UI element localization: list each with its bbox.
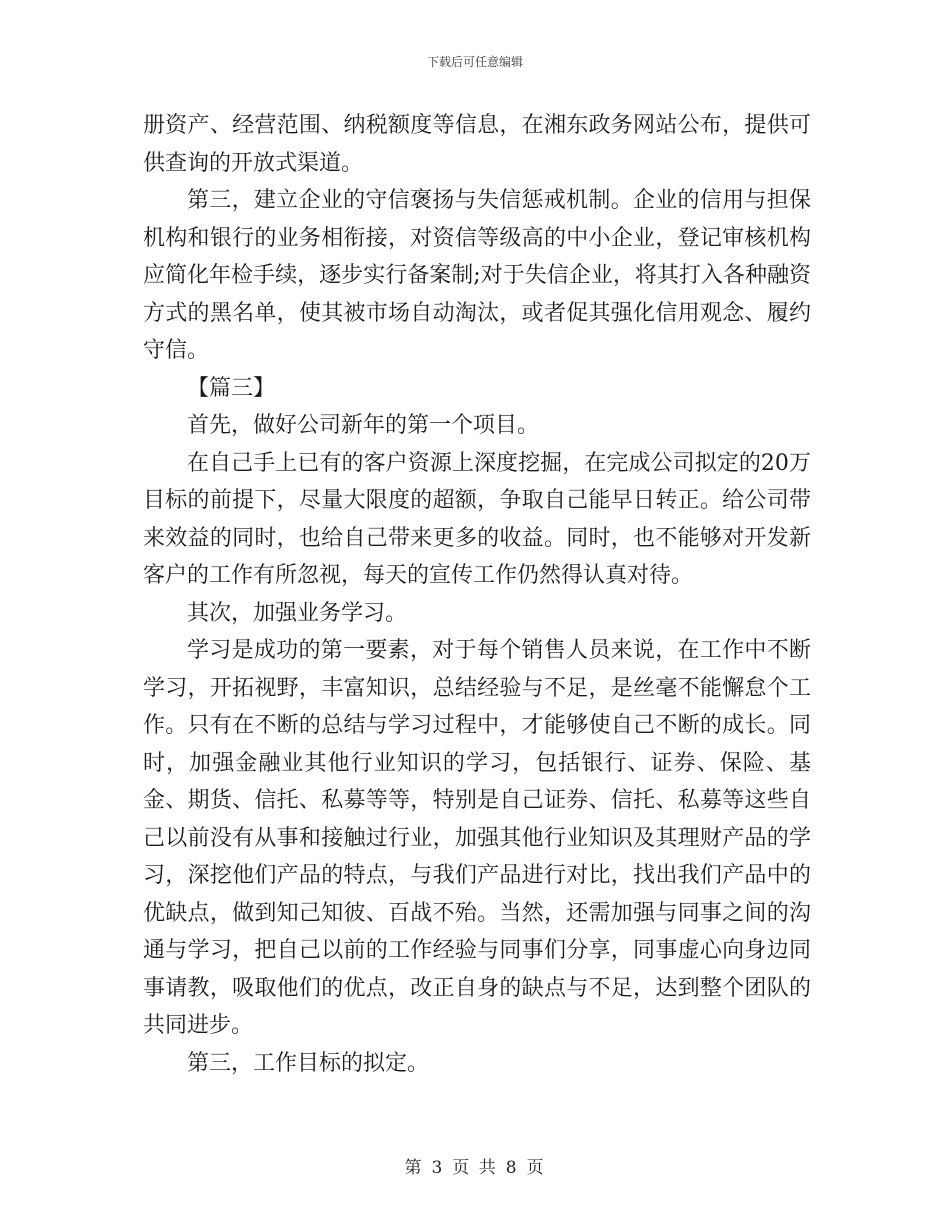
page-total: 8 (505, 1158, 519, 1178)
footer-middle: 页 共 (452, 1158, 498, 1178)
paragraph: 其次，加强业务学习。 (187, 600, 408, 626)
footer-prefix: 第 (404, 1158, 424, 1178)
page-header: 下载后可任意编辑 (426, 55, 523, 69)
paragraph: 首先，做好公司新年的第一个项目。 (187, 413, 540, 438)
section-heading: 【篇三】 (187, 375, 276, 401)
footer-suffix: 页 (526, 1158, 546, 1178)
paragraph: 第三，工作目标的拟定。 (187, 1050, 430, 1076)
paragraph: 学习是成功的第一要素，对于每个销售人员来说，在工作中不断学习，开拓视野，丰富知识，总结经验与不足，是丝毫不能懈怠个工作。只有在不断的总结与学习过程中，才能够使自己不断的成长。同时，加强金融业其他行业知识的学习，包括银行、证券、保险、基金、期货、信托、私募等等，特别是自己证券、信托、私募等这些自己以前没有从事和接触过行业，加强其他行业知识及其理财产品的学习，深挖他们产品的特点，与我们产品进行对比，找出我们产品中的优缺点，做到知己知彼、百战不殆。当然，还需加强与同事之间的沟通与学习，把自己以前的工作经验与同事们分享，同事虚心向身边同事请教，吸取他们的优点，改正自身的缺点与不足，达到整个团队的共同进步。 (143, 638, 811, 1038)
document-body (143, 107, 811, 1082)
paragraph: 第三，建立企业的守信褒扬与失信惩戒机制。企业的信用与担保机构和银行的业务相衔接，对资信等级高的中小企业，登记审核机构应简化年检手续，逐步实行备案制;对于失信企业，将其打入各种融资方式的黑名单，使其被市场自动淘汰，或者促其强化信用观念、履约守信。 (143, 188, 811, 363)
paragraph: 册资产、经营范围、纳税额度等信息，在湘东政务网站公布，提供可供查询的开放式渠道。 (143, 113, 811, 176)
page-number: 3 (431, 1158, 445, 1178)
page-footer (0, 1153, 950, 1178)
paragraph: 在自己手上已有的客户资源上深度挖掘，在完成公司拟定的20万目标的前提下，尽量大限度的超额，争取自己能早日转正。给公司带来效益的同时，也给自己带来更多的收益。同时，也不能够对开发新客户的工作有所忽视，每天的宣传工作仍然得认真对待。 (143, 450, 811, 588)
